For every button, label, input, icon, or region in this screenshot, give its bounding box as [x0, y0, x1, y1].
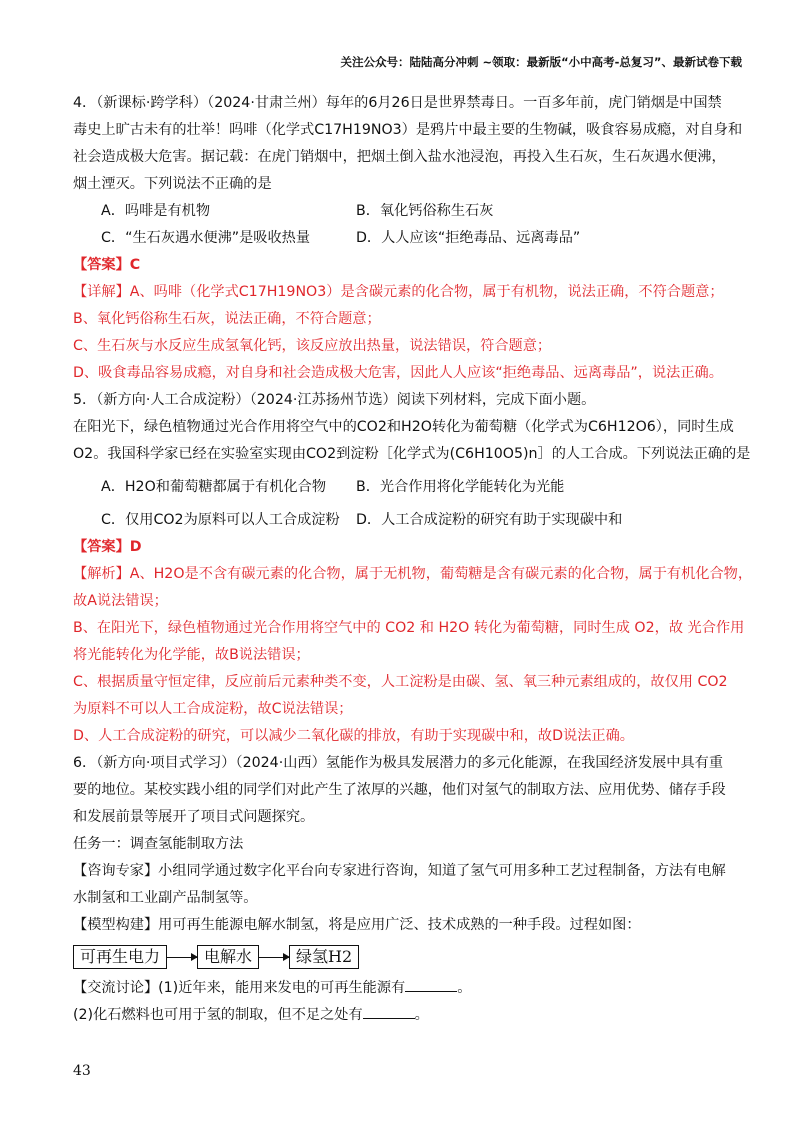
page-header: 关注公众号：陆陆高分冲刺 ~领取：最新版“小中高考-总复习”、最新试卷下载	[340, 55, 742, 69]
q6-consult-2: 水制氢和工业副产品制氢等。	[73, 890, 258, 906]
q6-line2: 要的地位。某校实践小组的同学们对此产生了浓厚的兴趣，他们对氢气的制取方法、应用优势、储存手段	[73, 782, 726, 798]
q4-detail-2: B、氧化钙俗称生石灰，说法正确，不符合题意；	[73, 311, 381, 327]
q5-explain-1: 【解析】A、H2O是不含有碳元素的化合物，属于无机物，葡萄糖是含有碳元素的化合物，属于有机化合物，	[73, 566, 753, 582]
q4-line4: 烟土湮灭。下列说法不正确的是	[73, 176, 272, 192]
q4-option-a: A．吗啡是有机物	[101, 203, 211, 219]
q5-option-a: A．H2O和葡萄糖都属于有机化合物	[101, 479, 327, 495]
q6-discussion-1-text: 【交流讨论】(1)近年来，能用来发电的可再生能源有	[73, 980, 406, 996]
flow-box-renewable-power: 可再生电力	[73, 945, 167, 969]
q5-explain-3: B、在阳光下，绿色植物通过光合作用将空气中的 CO2 和 H2O 转化为葡萄糖，同时生成 O2，故 光合作用	[73, 620, 745, 636]
q5-explain-4: 将光能转化为化学能，故B说法错误；	[73, 647, 310, 663]
page-number: 43	[73, 1063, 91, 1079]
q5-answer: 【答案】D	[73, 539, 142, 555]
q5-option-c: C．仅用CO2为原料可以人工合成淀粉	[101, 512, 340, 528]
q4-option-d: D．人人应该“拒绝毒品、远离毒品”	[356, 230, 581, 246]
q5-explain-5: C、根据质量守恒定律，反应前后元素种类不变，人工淀粉是由碳、氢、氧三种元素组成的，故仅用 CO2	[73, 674, 728, 690]
flow-box-green-hydrogen: 绿氢H2	[289, 945, 359, 969]
q5-options-row2	[73, 507, 728, 534]
q6-line1: 6．（新方向·项目式学习）（2024·山西）氢能作为极具发展潜力的多元化能源，在我国经济发展中具有重	[73, 755, 724, 771]
q6-consult-1: 【咨询专家】小组同学通过数字化平台向专家进行咨询，知道了氢气可用多种工艺过程制备，方法有电解	[73, 863, 726, 879]
q5-explain-6: 为原料不可以人工合成淀粉，故C说法错误；	[73, 701, 353, 717]
arrow-right-icon	[259, 957, 289, 958]
q4-detail-3: C、生石灰与水反应生成氢氧化钙，该反应放出热量，说法错误，符合题意；	[73, 338, 552, 354]
q6-line3: 和发展前景等展开了项目式问题探究。	[73, 809, 315, 825]
q5-options-row1	[73, 474, 728, 501]
q6-discussion-2	[73, 1002, 728, 1029]
q4-line3: 社会造成极大危害。据记载：在虎门销烟中，把烟土倒入盐水池浸泡，再投入生石灰，生石灰遇水便沸，	[73, 149, 726, 165]
arrow-right-icon	[167, 957, 197, 958]
q6-discussion-1-end: 。	[457, 980, 472, 996]
q5-option-d: D．人工合成淀粉的研究有助于实现碳中和	[356, 512, 623, 528]
flow-box-electrolysis: 电解水	[197, 945, 259, 969]
q6-discussion-2-end: 。	[414, 1007, 429, 1023]
q4-detail-4: D、吸食毒品容易成瘾，对自身和社会造成极大危害，因此人人应该“拒绝毒品、远离毒品”，说法正确。	[73, 365, 723, 381]
q4-option-c: C．“生石灰遇水便沸”是吸收热量	[101, 230, 311, 246]
q4-line2: 毒史上旷古未有的壮举！吗啡（化学式C17H19NO3）是鸦片中最主要的生物碱，吸食容易成瘾，对自身和	[73, 122, 743, 138]
page-content	[73, 90, 753, 1029]
q4-option-b: B．氧化钙俗称生石灰	[356, 203, 494, 219]
answer-blank[interactable]	[363, 1004, 415, 1019]
q6-discussion-2-text: (2)化石燃料也可用于氢的制取，但不足之处有	[73, 1007, 363, 1023]
q5-option-b: B．光合作用将化学能转化为光能	[356, 479, 565, 495]
q6-discussion-1	[73, 975, 728, 1002]
q4-detail-1: 【详解】A、吗啡（化学式C17H19NO3）是含碳元素的化合物，属于有机物，说法正确，不符合题意；	[73, 284, 724, 300]
answer-blank[interactable]	[405, 977, 457, 992]
q4-answer: 【答案】C	[73, 257, 141, 273]
q4-options-row1	[73, 198, 728, 225]
q5-explain-2: 故A说法错误；	[73, 593, 168, 609]
q6-task: 任务一：调查氢能制取方法	[73, 836, 244, 852]
q4-options-row2	[73, 225, 728, 252]
q5-line1: 5．（新方向·人工合成淀粉）（2024·江苏扬州节选）阅读下列材料，完成下面小题。	[73, 392, 596, 408]
q5-explain-7: D、人工合成淀粉的研究，可以减少二氧化碳的排放，有助于实现碳中和，故D说法正确。	[73, 728, 634, 744]
process-flow-diagram	[73, 945, 728, 969]
q5-line2: 在阳光下，绿色植物通过光合作用将空气中的CO2和H2O转化为葡萄糖（化学式为C6H12O6），同时生成	[73, 419, 734, 435]
q5-line3: O2。我国科学家已经在实验室实现由CO2到淀粉［化学式为(C6H10O5)n］的人工合成。下列说法正确的是	[73, 446, 751, 462]
q4-line1: 4．（新课标·跨学科）（2024·甘肃兰州）每年的6月26日是世界禁毒日。一百多年前，虎门销烟是中国禁	[73, 95, 722, 111]
q6-model: 【模型构建】用可再生能源电解水制氢，将是应用广泛、技术成熟的一种手段。过程如图：	[73, 917, 641, 933]
